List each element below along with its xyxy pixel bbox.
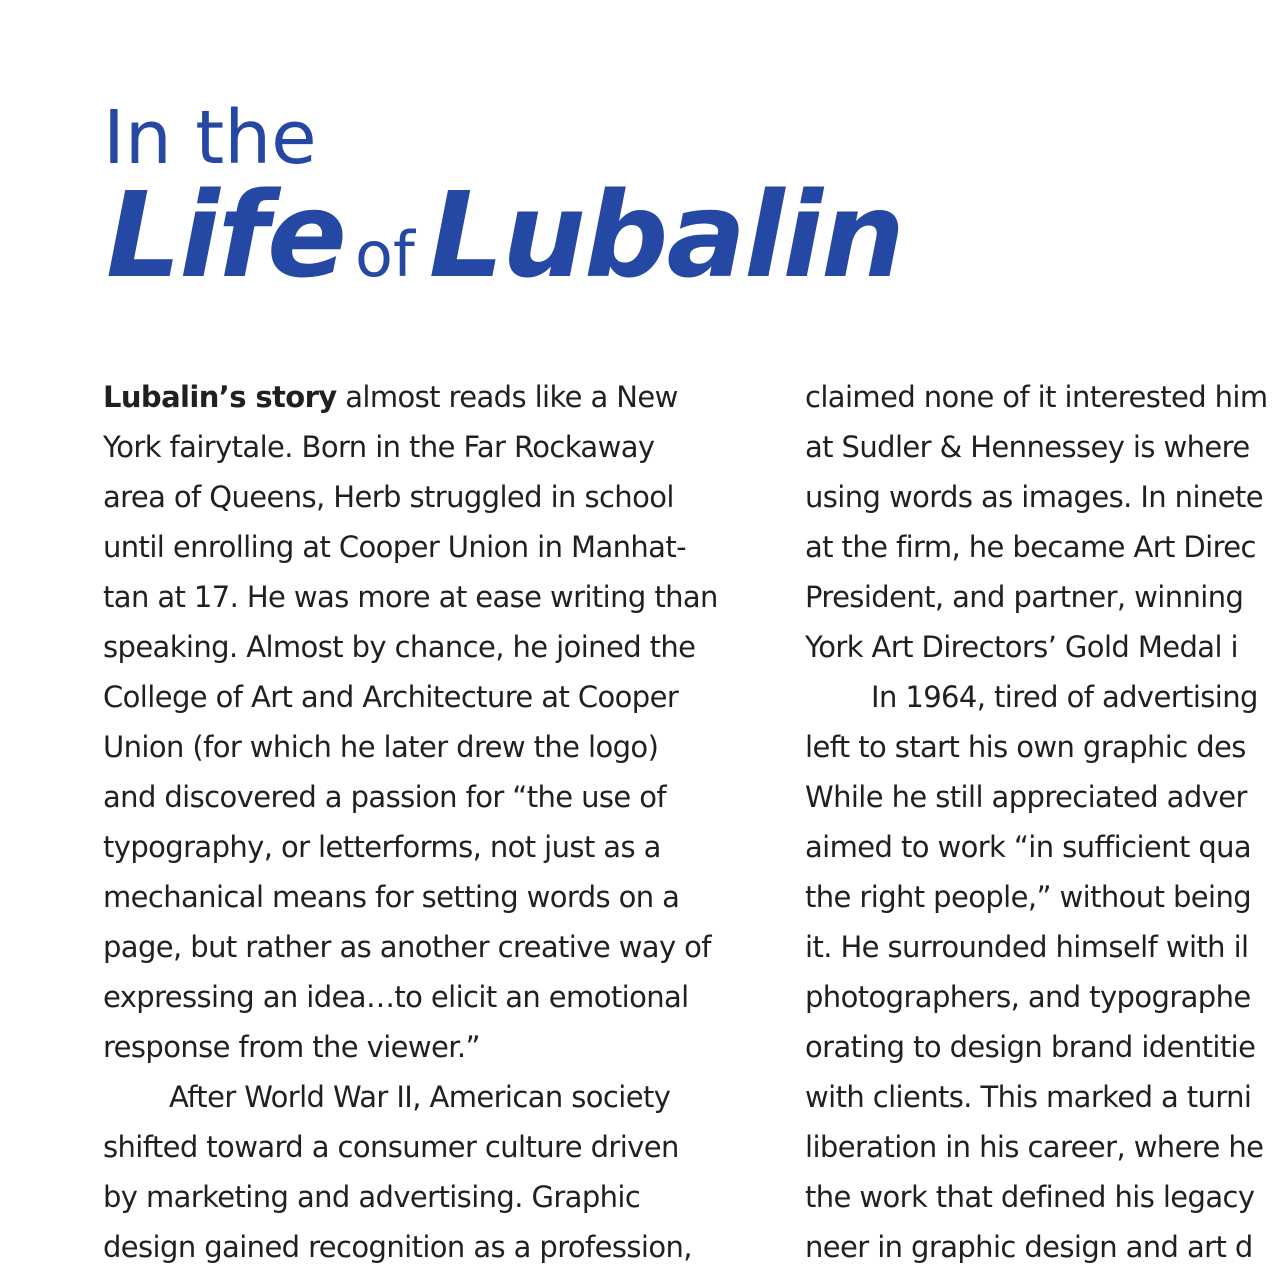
text-line: area of Queens, Herb struggled in school (103, 480, 674, 514)
text-line: with clients. This marked a turni (805, 1080, 1252, 1114)
title-word-of: of (355, 218, 415, 291)
text-line: aimed to work “in sufficient qua (805, 830, 1252, 864)
title-word-lubalin: Lubalin (428, 166, 903, 304)
first-line-text: almost reads like a New (336, 380, 678, 414)
text-column-left (103, 372, 783, 1272)
text-line: shifted toward a consumer culture driven (103, 1130, 679, 1164)
text-line: by marketing and advertising. Graphic (103, 1180, 641, 1214)
text-line: the work that defined his legacy (805, 1180, 1255, 1214)
text-line: at Sudler & Hennessey is where (805, 430, 1250, 464)
text-line: typography, or letterforms, not just as a (103, 830, 661, 864)
text-line: until enrolling at Cooper Union in Manhat- (103, 530, 686, 564)
text-line: orating to design brand identitie (805, 1030, 1256, 1064)
text-line: using words as images. In ninete (805, 480, 1263, 514)
text-line: York fairytale. Born in the Far Rockaway (103, 430, 655, 464)
text-line: York Art Directors’ Gold Medal i (805, 630, 1239, 664)
text-line: expressing an idea…to elicit an emotional (103, 980, 689, 1014)
text-line: claimed none of it interested him (805, 380, 1268, 414)
text-line: it. He surrounded himself with il (805, 930, 1249, 964)
text-line: President, and partner, winning (805, 580, 1244, 614)
text-line: speaking. Almost by chance, he joined the (103, 630, 696, 664)
text-line: liberation in his career, where he (805, 1130, 1264, 1164)
text-line: College of Art and Architecture at Cooper (103, 680, 679, 714)
lead-in-bold: Lubalin’s story (103, 380, 337, 414)
text-line: the right people,” without being (805, 880, 1252, 914)
text-line: left to start his own graphic des (805, 730, 1246, 764)
text-line: Union (for which he later drew the logo) (103, 730, 659, 764)
text-line: mechanical means for setting words on a (103, 880, 680, 914)
text-line: design gained recognition as a profession, (103, 1230, 692, 1264)
text-line (103, 372, 783, 422)
text-line: and discovered a passion for “the use of (103, 780, 667, 814)
title-word-life: Life (106, 166, 346, 304)
title-line-life-of-lubalin (106, 166, 903, 320)
title-line-in-the: In the (103, 95, 317, 181)
text-line: In 1964, tired of advertising (871, 680, 1258, 714)
text-line: at the firm, he became Art Direc (805, 530, 1256, 564)
text-line: page, but rather as another creative way of (103, 930, 711, 964)
text-line: While he still appreciated adver (805, 780, 1247, 814)
text-line: photographers, and typographe (805, 980, 1251, 1014)
text-line: neer in graphic design and art d (805, 1230, 1253, 1264)
text-line: tan at 17. He was more at ease writing than (103, 580, 718, 614)
text-column-right (805, 372, 1280, 1272)
text-line: After World War II, American society (169, 1080, 671, 1114)
text-line: response from the viewer.” (103, 1030, 480, 1064)
